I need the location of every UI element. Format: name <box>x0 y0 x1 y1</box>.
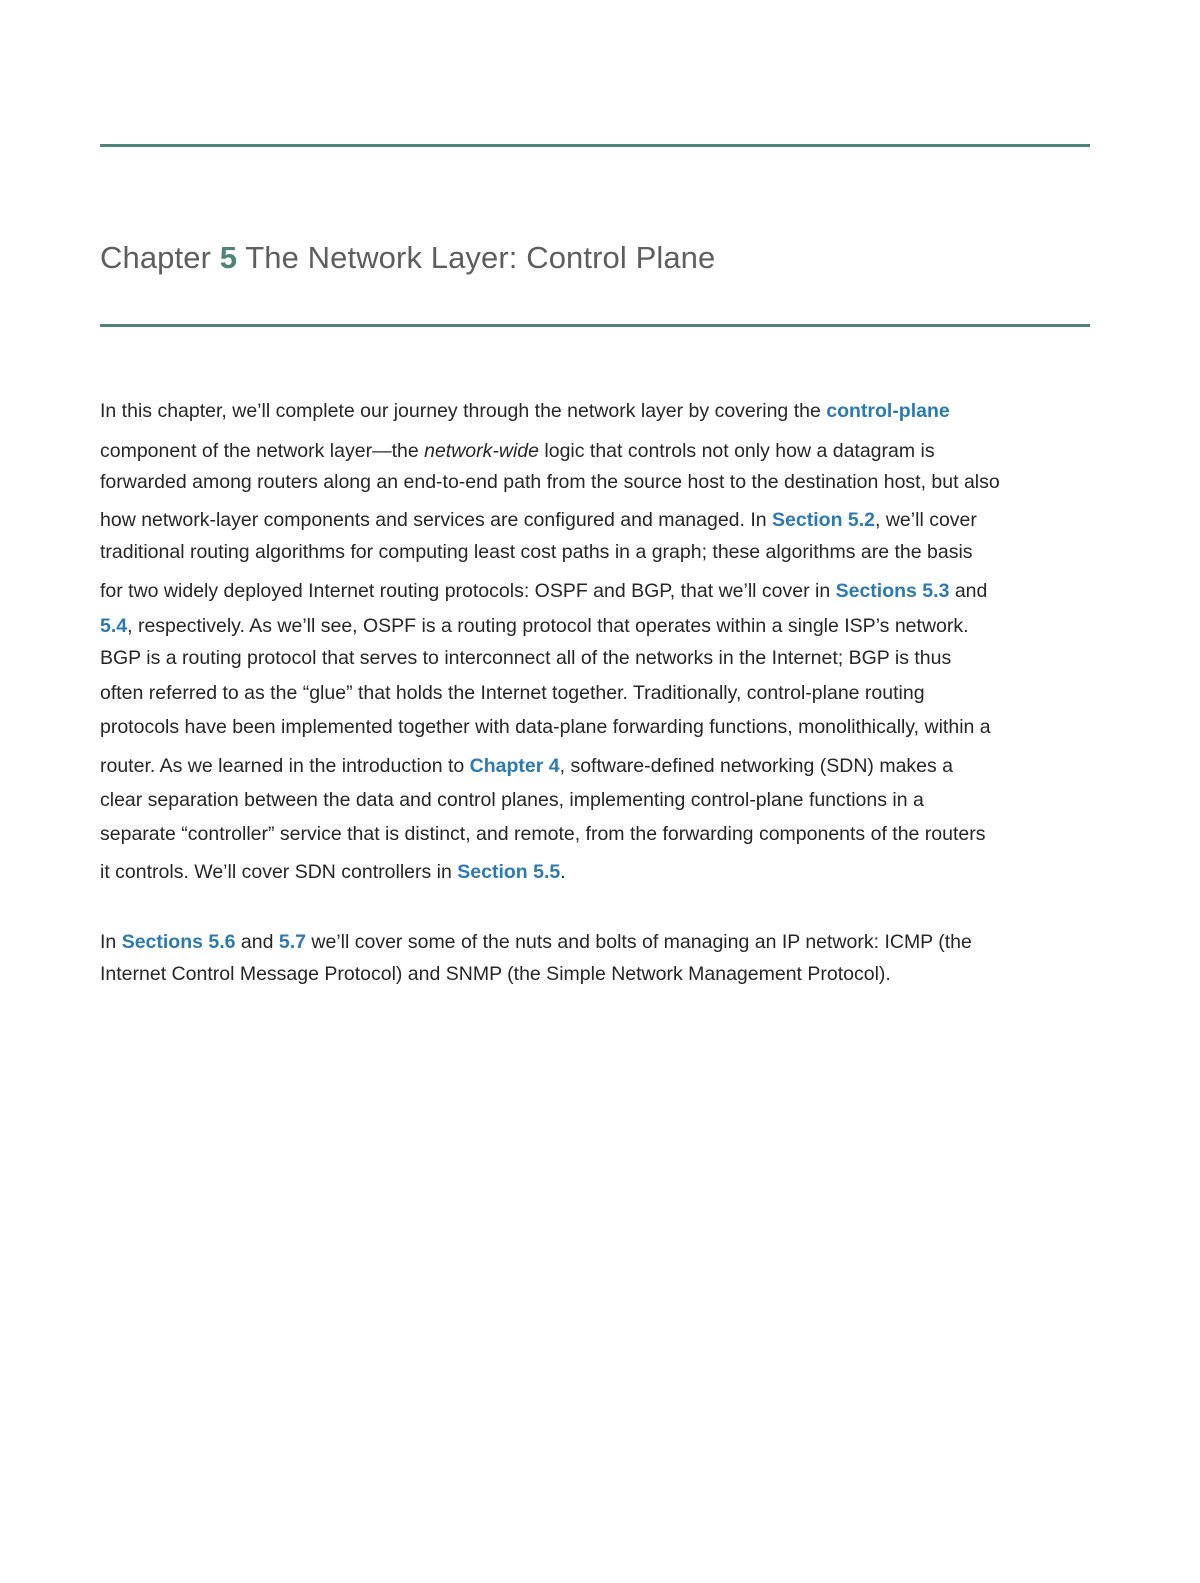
paragraph-line: clear separation between the data and control planes, implementing control-plane functions in a <box>100 789 924 811</box>
text-run: In this chapter, we’ll complete our journey through the network layer by covering the <box>100 400 827 422</box>
paragraph-line <box>100 615 969 638</box>
text-run: In <box>100 931 122 953</box>
chapter-4-link[interactable]: Chapter 4 <box>469 755 560 777</box>
text-run: and <box>235 931 279 953</box>
text-run: , we’ll cover <box>875 509 977 531</box>
text-run: component of the network layer—the <box>100 440 425 462</box>
text-run: , software-defined networking (SDN) makes a <box>559 755 954 777</box>
text-run: for two widely deployed Internet routing protocols: OSPF and BGP, that we’ll cover in <box>100 580 836 602</box>
text-run: it controls. We’ll cover SDN controllers in <box>100 861 458 883</box>
section-5-2-link[interactable]: Section 5.2 <box>772 509 876 531</box>
paragraph-line <box>100 509 977 532</box>
paragraph-line <box>100 400 950 423</box>
chapter-title-text: The Network Layer: Control Plane <box>245 240 716 275</box>
sections-5-6-link[interactable]: Sections 5.6 <box>121 931 236 953</box>
paragraph-line <box>100 861 566 884</box>
top-divider <box>100 144 1090 147</box>
text-run: we’ll cover some of the nuts and bolts of managing an IP network: ICMP (the <box>305 931 972 953</box>
control-plane-link[interactable]: control-plane <box>826 400 950 422</box>
paragraph-line: traditional routing algorithms for computing least cost paths in a graph; these algorithms are the basis <box>100 541 973 563</box>
paragraph-line: Internet Control Message Protocol) and SNMP (the Simple Network Management Protocol). <box>100 963 891 985</box>
text-run: and <box>949 580 988 602</box>
chapter-title <box>100 240 715 276</box>
chapter-number: 5 <box>219 240 238 275</box>
emphasis-text: network-wide <box>424 440 539 462</box>
sections-5-3-link[interactable]: Sections 5.3 <box>835 580 950 602</box>
paragraph-line <box>100 440 935 463</box>
bottom-divider <box>100 324 1090 327</box>
text-run: how network-layer components and services are configured and managed. In <box>100 509 773 531</box>
paragraph-line <box>100 580 987 603</box>
paragraph-line <box>100 755 953 778</box>
paragraph-line: forwarded among routers along an end-to-end path from the source host to the destination host, but also <box>100 471 1000 493</box>
section-5-7-link[interactable]: 5.7 <box>278 931 306 953</box>
section-5-4-link[interactable]: 5.4 <box>100 615 128 637</box>
text-run: logic that controls not only how a datagram is <box>538 440 935 462</box>
text-run: , respectively. As we’ll see, OSPF is a routing protocol that operates within a single ISP’s network. <box>127 615 969 637</box>
paragraph-line: BGP is a routing protocol that serves to interconnect all of the networks in the Internet; BGP is thus <box>100 647 952 669</box>
chapter-label: Chapter <box>100 240 211 275</box>
paragraph-line: separate “controller” service that is distinct, and remote, from the forwarding components of the routers <box>100 823 986 845</box>
text-run: router. As we learned in the introduction to <box>100 755 470 777</box>
paragraph-line: often referred to as the “glue” that holds the Internet together. Traditionally, control-plane routing <box>100 682 925 704</box>
text-run: . <box>560 861 566 883</box>
paragraph-line: protocols have been implemented together with data-plane forwarding functions, monolithically, within a <box>100 716 991 738</box>
paragraph-line <box>100 931 972 954</box>
section-5-5-link[interactable]: Section 5.5 <box>457 861 561 883</box>
